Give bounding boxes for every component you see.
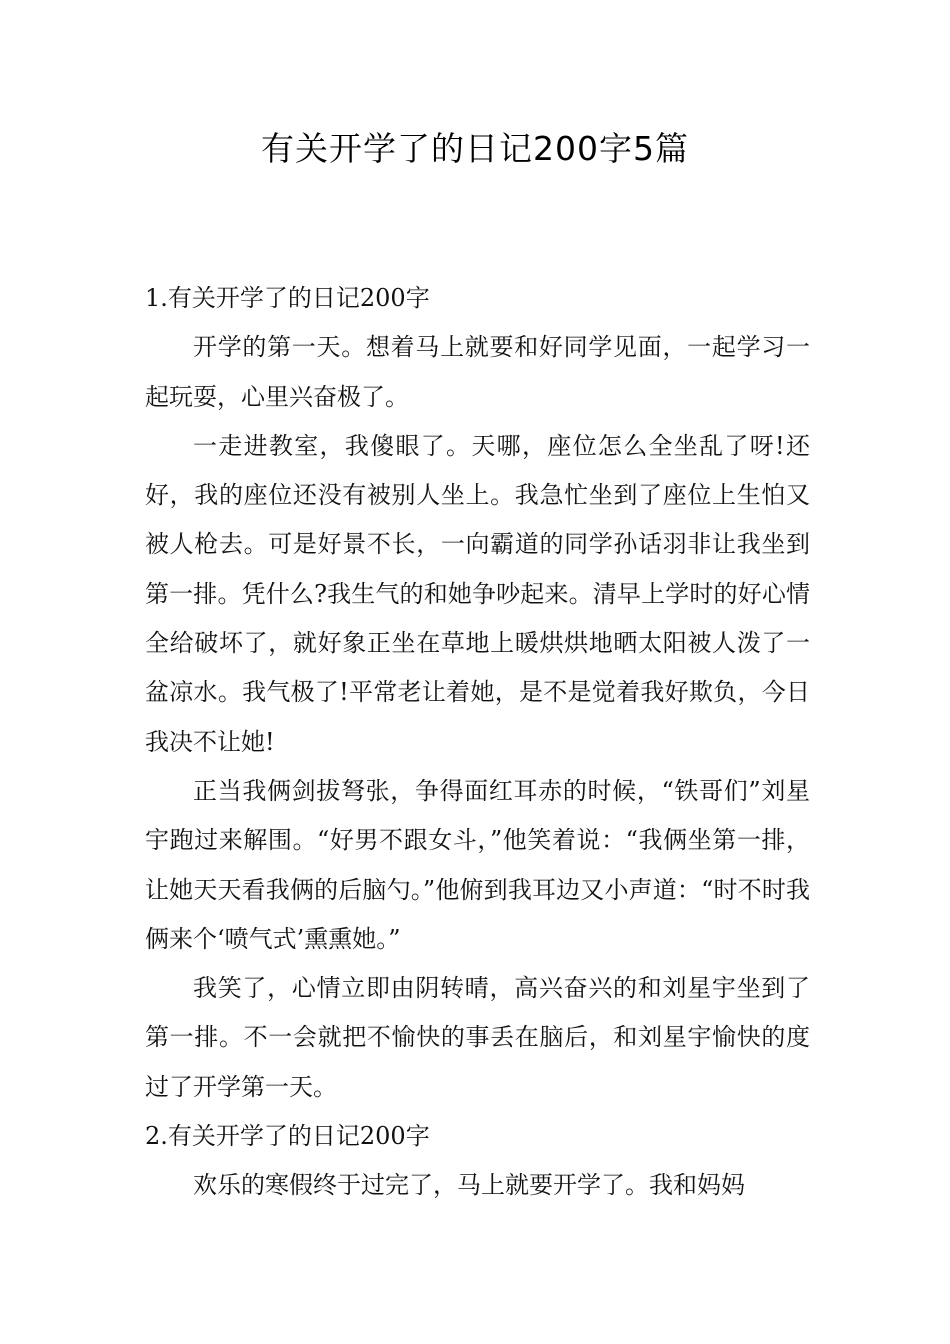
section-1 xyxy=(145,274,810,1112)
section-2 xyxy=(145,1112,810,1211)
paragraph: 正当我俩剑拔弩张，争得面红耳赤的时候，“铁哥们”刘星宇跑过来解围。“好男不跟女斗，”他笑着说：“我俩坐第一排，让她天天看我俩的后脑勺。”他俯到我耳边又小声道：“时不时我俩来个‘喷气式’熏熏她。” xyxy=(145,776,810,953)
paragraph: 我笑了，心情立即由阴转晴，高兴奋兴的和刘星宇坐到了第一排。不一会就把不愉快的事丢在脑后，和刘星宇愉快的度过了开学第一天。 xyxy=(145,974,810,1101)
paragraph: 欢乐的寒假终于过完了，马上就要开学了。我和妈妈 xyxy=(193,1171,745,1200)
paragraph: 一走进教室，我傻眼了。天哪，座位怎么全坐乱了呀!还好，我的座位还没有被别人坐上。我急忙坐到了座位上生怕又被人枪去。可是好景不长，一向霸道的同学孙话羽非让我坐到第一排。凭什么?我生气的和她争吵起来。清早上学时的好心情全给破坏了，就好象正坐在草地上暖烘烘地晒太阳被人泼了一盆凉水。我气极了!平常老让着她，是不是觉着我好欺负，今日我决不让她! xyxy=(145,431,810,756)
document-body xyxy=(145,274,810,1211)
document-title: 有关开学了的日记200字5篇 xyxy=(261,129,689,168)
section-heading: 1.有关开学了的日记200字 xyxy=(145,284,430,312)
section-heading: 2.有关开学了的日记200字 xyxy=(145,1122,430,1151)
paragraph: 开学的第一天。想着马上就要和好同学见面，一起学习一起玩耍，心里兴奋极了。 xyxy=(145,333,810,411)
